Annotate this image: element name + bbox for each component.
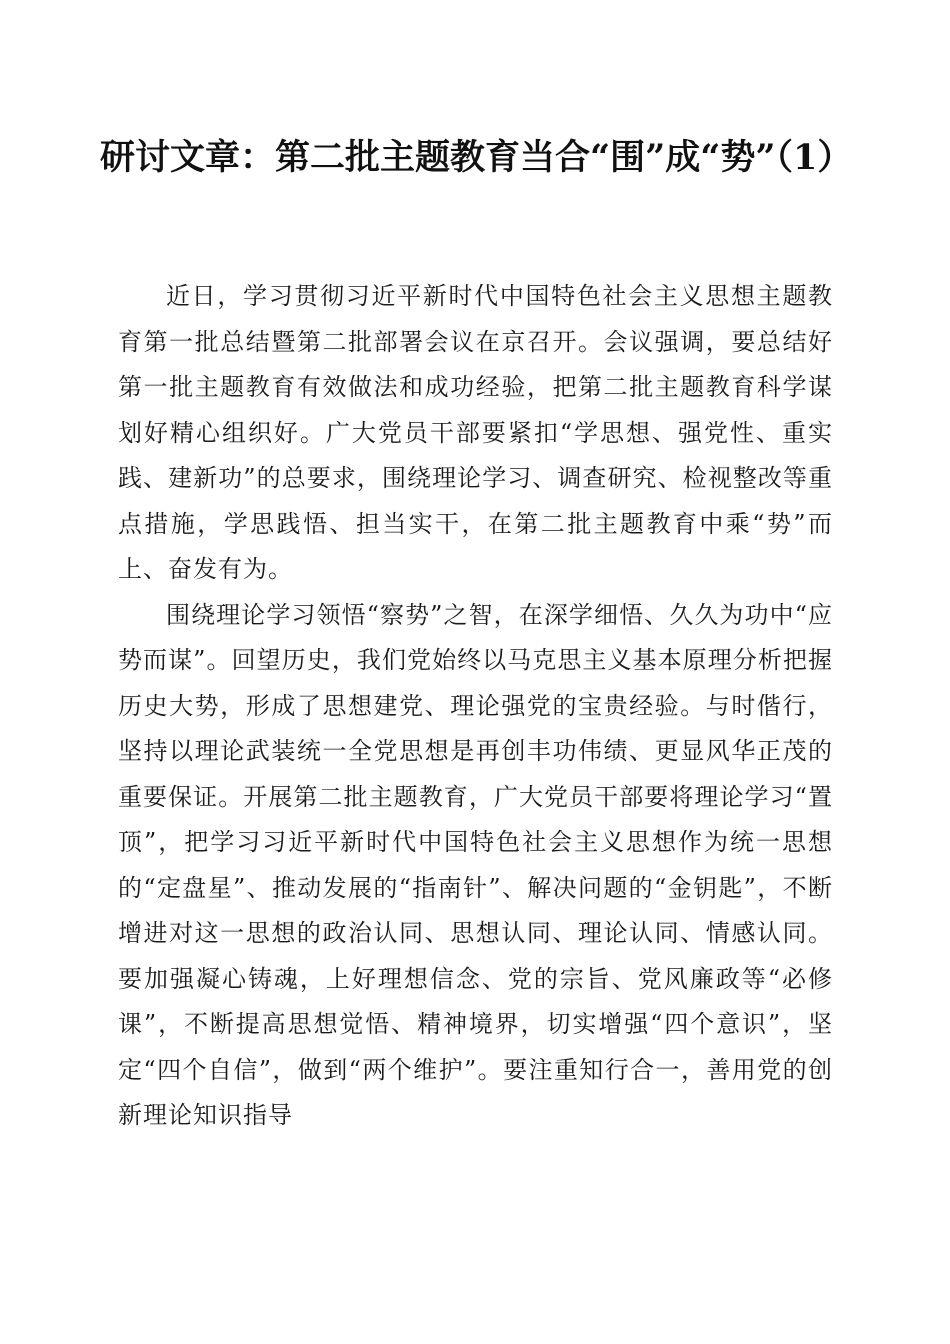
page-title: 研讨文章：第二批主题教育当合“围”成“势”（1） bbox=[100, 137, 853, 178]
article-body bbox=[118, 274, 833, 1139]
paragraph-2: 围绕理论学习领悟“察势”之智，在深学细悟、久久为功中“应势而谋”。回望历史，我们党始终以马克思主义基本原理分析把握历史大势，形成了思想建党、理论强党的宝贵经验。与时偕行，坚持以理论武装统一全党思想是再创丰功伟绩、更显风华正茂的重要保证。开展第二批主题教育，广大党员干部要将理论学习“置顶”，把学习习近平新时代中国特色社会主义思想作为统一思想的“定盘星”、推动发展的“指南针”、解决问题的“金钥匙”，不断增进对这一思想的政治认同、思想认同、理论认同、情感认同。要加强凝心铸魂，上好理想信念、党的宗旨、党风廉政等“必修课”，不断提高思想觉悟、精神境界，切实增强“四个意识”，坚定“四个自信”，做到“两个维护”。要注重知行合一，善用党的创新理论知识指导 bbox=[118, 600, 833, 1129]
paragraph-1: 近日，学习贯彻习近平新时代中国特色社会主义思想主题教育第一批总结暨第二批部署会议在京召开。会议强调，要总结好第一批主题教育有效做法和成功经验，把第二批主题教育科学谋划好精心组织好。广大党员干部要紧扣“学思想、强党性、重实践、建新功”的总要求，围绕理论学习、调查研究、检视整改等重点措施，学思践悟、担当实干，在第二批主题教育中乘“势”而上、奋发有为。 bbox=[118, 282, 833, 583]
